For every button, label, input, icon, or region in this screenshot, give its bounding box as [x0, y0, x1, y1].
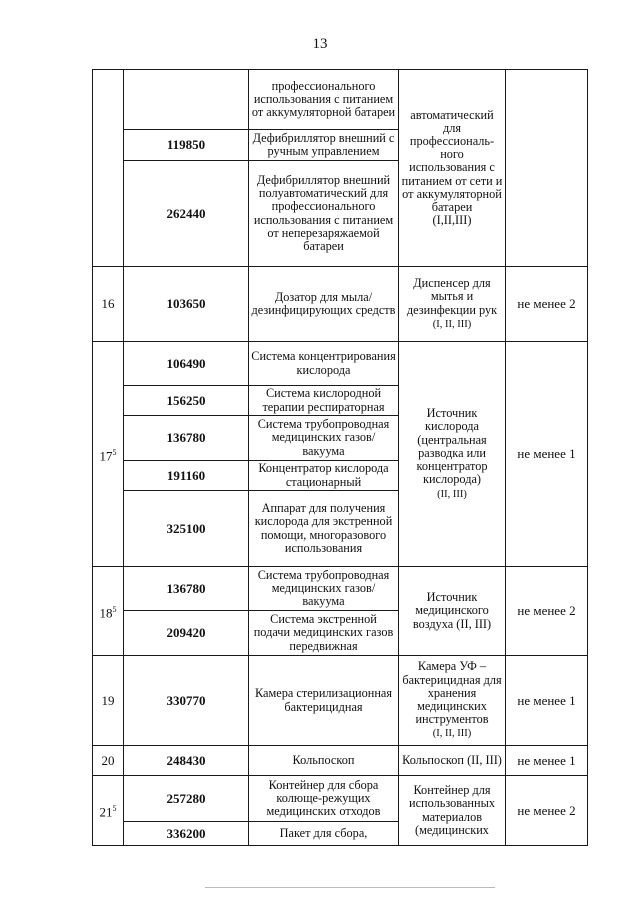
row-number-cell: 20 — [93, 746, 124, 776]
scan-edge-line — [205, 887, 495, 888]
row-number-cell: $17^5$ — [93, 342, 124, 567]
device-name-cell: Аппарат для получения кислорода для экстренной помощи, многоразового использования — [249, 491, 399, 567]
code-cell: 191160 — [124, 461, 249, 491]
quantity-cell: не менее 1 — [506, 342, 588, 567]
device-name-cell: Система трубопроводная медицинских газов/вакуума — [249, 567, 399, 611]
class-text: (I,II,III) — [432, 213, 472, 228]
code-cell: 257280 — [124, 776, 249, 822]
quantity-cell: не менее 1 — [506, 656, 588, 746]
code-cell: 262440 — [124, 161, 249, 267]
device-name-cell: профессионального использования с питанием от аккумуляторной батареи — [249, 70, 399, 130]
device-name-cell: Концентратор кислорода стационарный — [249, 461, 399, 491]
code-cell — [124, 70, 249, 130]
code-cell: 330770 — [124, 656, 249, 746]
code-cell: 209420 — [124, 611, 249, 656]
code-cell: 119850 — [124, 130, 249, 161]
quantity-cell: не менее 2 — [506, 776, 588, 846]
page-number: 13 — [312, 36, 328, 52]
table-row — [93, 342, 588, 386]
device-name-cell: Камера стерилизационная бактерицидная — [249, 656, 399, 746]
table-row — [93, 746, 588, 776]
device-name-cell: Система концентрирования кислорода — [249, 342, 399, 386]
device-name-cell: Система кислородной терапии респираторная — [249, 386, 399, 416]
device-name-cell: Дозатор для мыла/ дезинфицирующих средств — [249, 267, 399, 342]
row-number-cell: 19 — [93, 656, 124, 746]
class-text: (I, II, III) — [432, 318, 472, 330]
requirement-cell: Контейнер для использованных материалов (медицинских — [399, 776, 506, 846]
requirement-text: автоматический для профессиональ-ного использования с питанием от сети и от аккумуляторной батареи — [401, 107, 503, 214]
device-name-cell: Пакет для сбора, — [249, 822, 399, 846]
device-name-cell: Система экстренной подачи медицинских газов передвижная — [249, 611, 399, 656]
code-cell: 106490 — [124, 342, 249, 386]
quantity-cell: не менее 2 — [506, 567, 588, 656]
requirement-cell — [399, 267, 506, 342]
code-cell: 156250 — [124, 386, 249, 416]
requirement-text: Источник кислорода (центральная разводка или концентратор кислорода) — [416, 406, 488, 487]
requirement-cell — [399, 656, 506, 746]
code-cell: 248430 — [124, 746, 249, 776]
class-text: (II, III) — [437, 488, 467, 500]
requirement-cell: Источник медицинского воздуха (II, III) — [399, 567, 506, 656]
device-name-cell: Дефибриллятор внешний с ручным управлением — [249, 130, 399, 161]
table-row — [93, 776, 588, 822]
requirement-text: Камера УФ – бактерицидная для хранения медицинских инструментов — [402, 659, 502, 727]
requirement-cell — [399, 70, 506, 267]
requirement-cell — [399, 342, 506, 567]
class-text: (I, II, III) — [432, 728, 472, 740]
table-row — [93, 567, 588, 611]
requirement-cell: Кольпоскоп (II, III) — [399, 746, 506, 776]
table-row — [93, 70, 588, 130]
requirement-text: Диспенсер для мытья и дезинфекции рук — [406, 276, 498, 317]
device-name-cell: Контейнер для сбора колюще-режущих медицинских отходов — [249, 776, 399, 822]
quantity-cell: не менее 1 — [506, 746, 588, 776]
row-number-cell: 16 — [93, 267, 124, 342]
row-number-cell — [93, 70, 124, 267]
device-name-cell: Система трубопроводная медицинских газов/вакуума — [249, 416, 399, 461]
code-cell: 136780 — [124, 416, 249, 461]
quantity-cell — [506, 70, 588, 267]
code-cell: 325100 — [124, 491, 249, 567]
code-cell: 336200 — [124, 822, 249, 846]
table-row — [93, 267, 588, 342]
table-row — [93, 656, 588, 746]
equipment-table — [92, 69, 588, 846]
row-number-cell: $18^5$ — [93, 567, 124, 656]
row-number-cell: $21^5$ — [93, 776, 124, 846]
device-name-cell: Кольпоскоп — [249, 746, 399, 776]
code-cell: 103650 — [124, 267, 249, 342]
code-cell: 136780 — [124, 567, 249, 611]
device-name-cell: Дефибриллятор внешний полуавтоматический для профессионального использования с питанием от неперезаряжаемой батареи — [249, 161, 399, 267]
quantity-cell: не менее 2 — [506, 267, 588, 342]
